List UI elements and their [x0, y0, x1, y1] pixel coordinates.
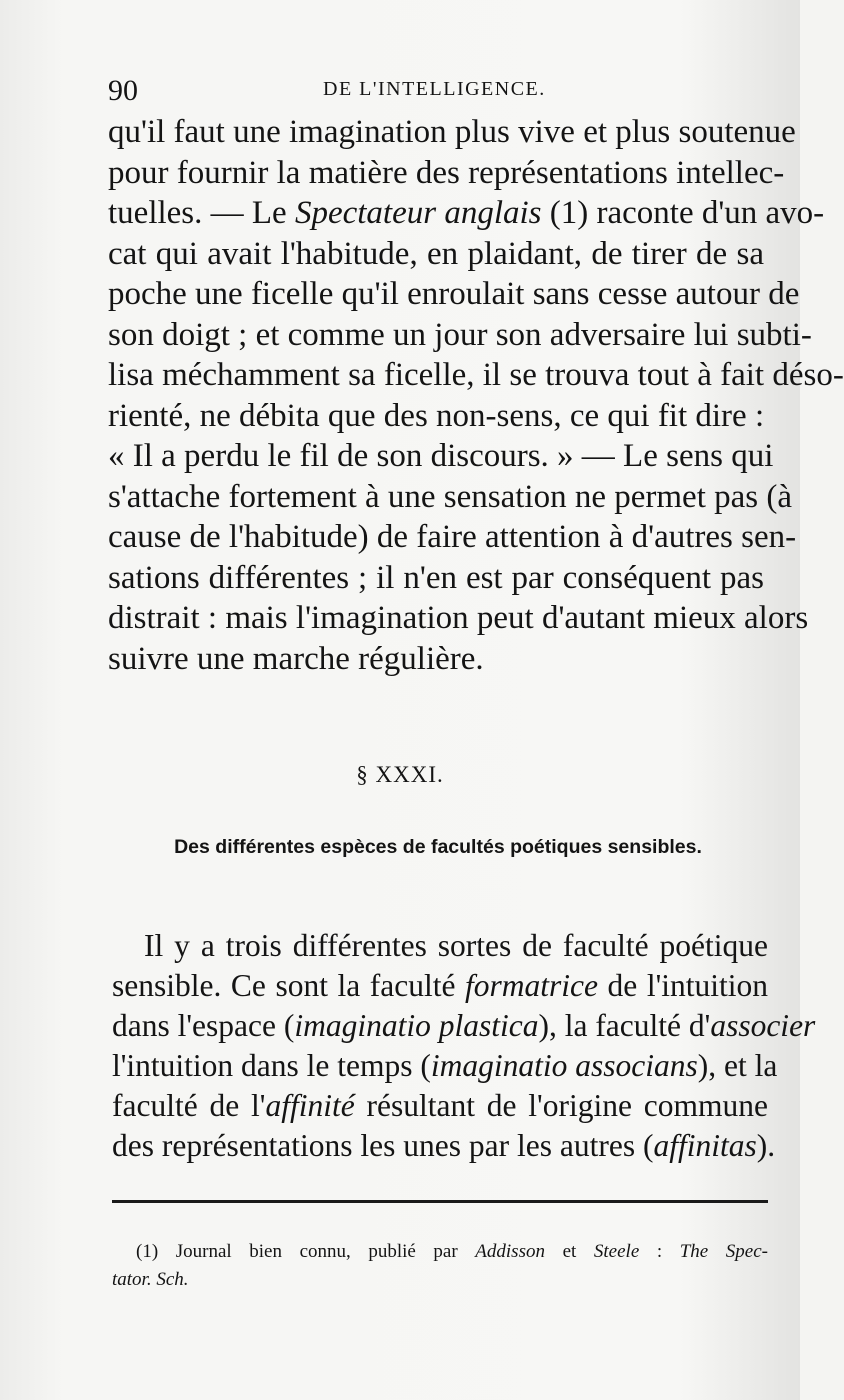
text-line: Il y a trois différentes sortes de faculté poétique — [144, 928, 768, 963]
footnote — [112, 1238, 768, 1294]
text-line: son doigt ; et comme un jour son adversaire lui subti- — [108, 316, 812, 353]
footnote-line: tator. Sch. — [112, 1269, 189, 1290]
text-line: pour fournir la matière des représentations intellec- — [108, 154, 785, 191]
italic-title: Spectateur anglais — [294, 195, 542, 231]
page-number: 90 — [108, 74, 138, 107]
text-line: suivre une marche régulière. — [108, 640, 484, 677]
text-line: qu'il faut une imagination plus vive et plus soutenue — [108, 114, 796, 150]
paragraph-2 — [112, 926, 816, 1166]
text-line-with-italic: tuelles. — Le Spectateur anglais (1) raconte d'un avo- — [108, 195, 825, 231]
text-line: distrait : mais l'imagination peut d'autant mieux alors — [108, 600, 809, 636]
text-line: sensible. Ce sont la faculté formatrice de l'intuition — [112, 968, 769, 1003]
text-line: « Il a perdu le fil de son discours. » — Le sens qui — [108, 438, 774, 474]
text-line: lisa méchamment sa ficelle, il se trouva tout à fait déso- — [108, 357, 844, 393]
footnote-line: (1) Journal bien connu, publié par Addisson et Steele : The Spec- — [136, 1241, 769, 1262]
text-line: poche une ficelle qu'il enroulait sans cesse autour de — [108, 276, 800, 312]
paragraph-1 — [108, 112, 844, 679]
text-line: rienté, ne débita que des non-sens, ce qui fit dire : — [108, 397, 765, 434]
section-title: Des différentes espèces de facultés poétiques sensibles. — [174, 836, 702, 858]
text-line: sations différentes ; il n'en est par conséquent pas — [108, 559, 764, 596]
text-line: l'intuition dans le temps (imaginatio associans), et la — [112, 1048, 778, 1083]
page-header — [108, 70, 768, 110]
running-head: DE L'INTELLIGENCE. — [323, 78, 546, 100]
footnote-rule — [112, 1200, 768, 1203]
text-line: faculté de l'affinité résultant de l'origine commune — [112, 1088, 768, 1123]
text-line: dans l'espace (imaginatio plastica), la faculté d'associer — [112, 1008, 816, 1043]
text-line: s'attache fortement à une sensation ne permet pas (à — [108, 478, 792, 515]
text-line: cause de l'habitude) de faire attention à d'autres sen- — [108, 519, 797, 555]
text-line: des représentations les unes par les autres (affinitas). — [112, 1128, 776, 1163]
text-line: cat qui avait l'habitude, en plaidant, de tirer de sa — [108, 235, 764, 272]
section-number: § XXXI. — [356, 762, 444, 787]
